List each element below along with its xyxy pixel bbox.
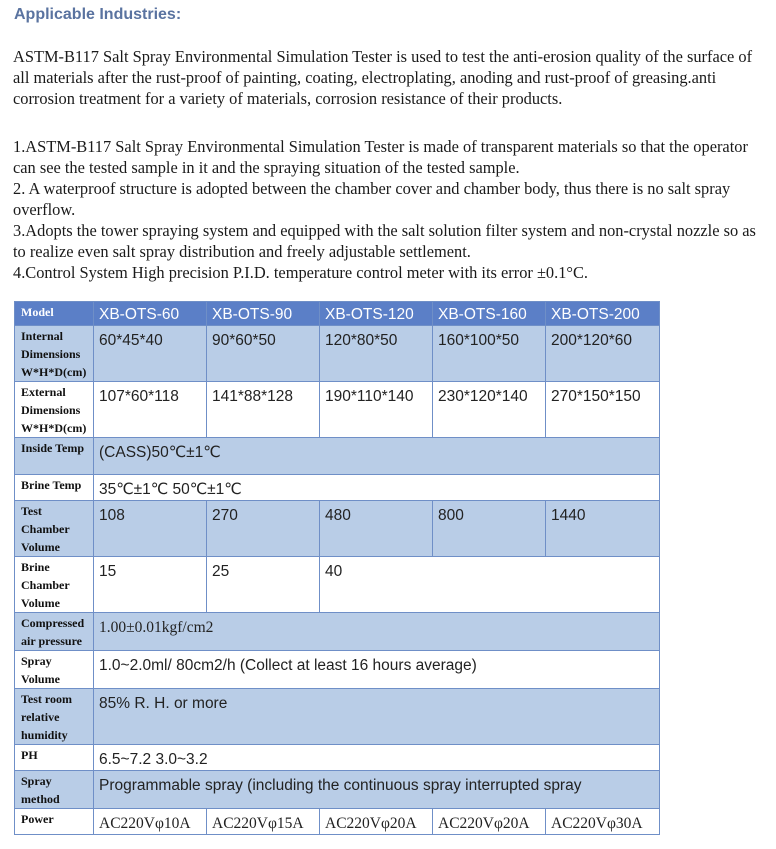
- cell-value: 1440: [546, 501, 660, 557]
- model-3: XB-OTS-120: [320, 302, 433, 326]
- model-5: XB-OTS-200: [546, 302, 660, 326]
- label-external-dimensions: External Dimensions W*H*D(cm): [15, 382, 94, 438]
- label-inside-temp: Inside Temp: [15, 438, 94, 475]
- cell-value: 85% R. H. or more: [94, 689, 660, 745]
- table-row-humidity: [15, 689, 660, 745]
- table-row-spray-method: [15, 771, 660, 809]
- model-1: XB-OTS-60: [94, 302, 207, 326]
- feature-item-4: 4.Control System High precision P.I.D. temperature control meter with its error ±0.1°C.: [13, 263, 589, 282]
- table-row-power: [15, 809, 660, 835]
- cell-value: 40: [320, 557, 660, 613]
- feature-item-1: 1.ASTM-B117 Salt Spray Environmental Simulation Tester is made of transparent materials so that the operator can see the tested sample in it and the spraying situation of the tested sample.: [13, 137, 748, 177]
- cell-value: AC220Vφ15A: [207, 809, 320, 835]
- cell-value: 25: [207, 557, 320, 613]
- label-internal-dimensions: Internal Dimensions W*H*D(cm): [15, 326, 94, 382]
- table-row-compressed-air: [15, 613, 660, 651]
- cell-value: 190*110*140: [320, 382, 433, 438]
- table-row-spray-volume: [15, 651, 660, 689]
- cell-value: 141*88*128: [207, 382, 320, 438]
- label-brine-temp: Brine Temp: [15, 475, 94, 501]
- table-row-ph: [15, 745, 660, 771]
- table-row-internal-dimensions: [15, 326, 660, 382]
- label-model: Model: [15, 302, 94, 326]
- cell-value: AC220Vφ20A: [433, 809, 546, 835]
- label-compressed-air: Compressed air pressure: [15, 613, 94, 651]
- table-row-test-chamber-volume: [15, 501, 660, 557]
- label-brine-chamber-volume: Brine Chamber Volume: [15, 557, 94, 613]
- cell-value: AC220Vφ10A: [94, 809, 207, 835]
- feature-list: [13, 136, 771, 283]
- specification-table: [14, 301, 660, 835]
- table-row-brine-temp: [15, 475, 660, 501]
- cell-value: 120*80*50: [320, 326, 433, 382]
- label-test-chamber-volume: Test Chamber Volume: [15, 501, 94, 557]
- cell-value: 230*120*140: [433, 382, 546, 438]
- cell-value: 107*60*118: [94, 382, 207, 438]
- cell-value: 60*45*40: [94, 326, 207, 382]
- cell-value: 35℃±1℃ 50℃±1℃: [94, 475, 660, 501]
- label-spray-volume: Spray Volume: [15, 651, 94, 689]
- label-ph: PH: [15, 745, 94, 771]
- cell-value: (CASS)50℃±1℃: [94, 438, 660, 475]
- feature-item-3: 3.Adopts the tower spraying system and equipped with the salt solution filter system and non-crystal nozzle so as to realize even salt spray distribution and freely adjustable settlement.: [13, 221, 756, 261]
- cell-value: 800: [433, 501, 546, 557]
- table-row-header: [15, 302, 660, 326]
- cell-value: 6.5~7.2 3.0~3.2: [94, 745, 660, 771]
- cell-value: 270*150*150: [546, 382, 660, 438]
- label-humidity: Test room relative humidity: [15, 689, 94, 745]
- section-heading: Applicable Industries:: [14, 6, 182, 23]
- table-row-inside-temp: [15, 438, 660, 475]
- cell-value: 90*60*50: [207, 326, 320, 382]
- cell-value: 200*120*60: [546, 326, 660, 382]
- cell-value: Programmable spray (including the continuous spray interrupted spray: [94, 771, 660, 809]
- cell-value: 160*100*50: [433, 326, 546, 382]
- cell-value: 15: [94, 557, 207, 613]
- table-row-external-dimensions: [15, 382, 660, 438]
- model-2: XB-OTS-90: [207, 302, 320, 326]
- cell-value: 480: [320, 501, 433, 557]
- model-4: XB-OTS-160: [433, 302, 546, 326]
- cell-value: AC220Vφ20A: [320, 809, 433, 835]
- label-power: Power: [15, 809, 94, 835]
- cell-value: 1.00±0.01kgf/cm2: [94, 613, 660, 651]
- cell-value: 108: [94, 501, 207, 557]
- feature-item-2: 2. A waterproof structure is adopted between the chamber cover and chamber body, thus there is no salt spray overflow.: [13, 179, 731, 219]
- cell-value: 1.0~2.0ml/ 80cm2/h (Collect at least 16 hours average): [94, 651, 660, 689]
- cell-value: AC220Vφ30A: [546, 809, 660, 835]
- table-row-brine-chamber-volume: [15, 557, 660, 613]
- intro-paragraph: ASTM-B117 Salt Spray Environmental Simulation Tester is used to test the anti-erosion quality of the surface of all materials after the rust-proof of painting, coating, electroplating, anoding and rust-proof of greasing.anti corrosion treatment for a variety of materials, corrosion resistance of their products.: [13, 47, 753, 108]
- cell-value: 270: [207, 501, 320, 557]
- label-spray-method: Spray method: [15, 771, 94, 809]
